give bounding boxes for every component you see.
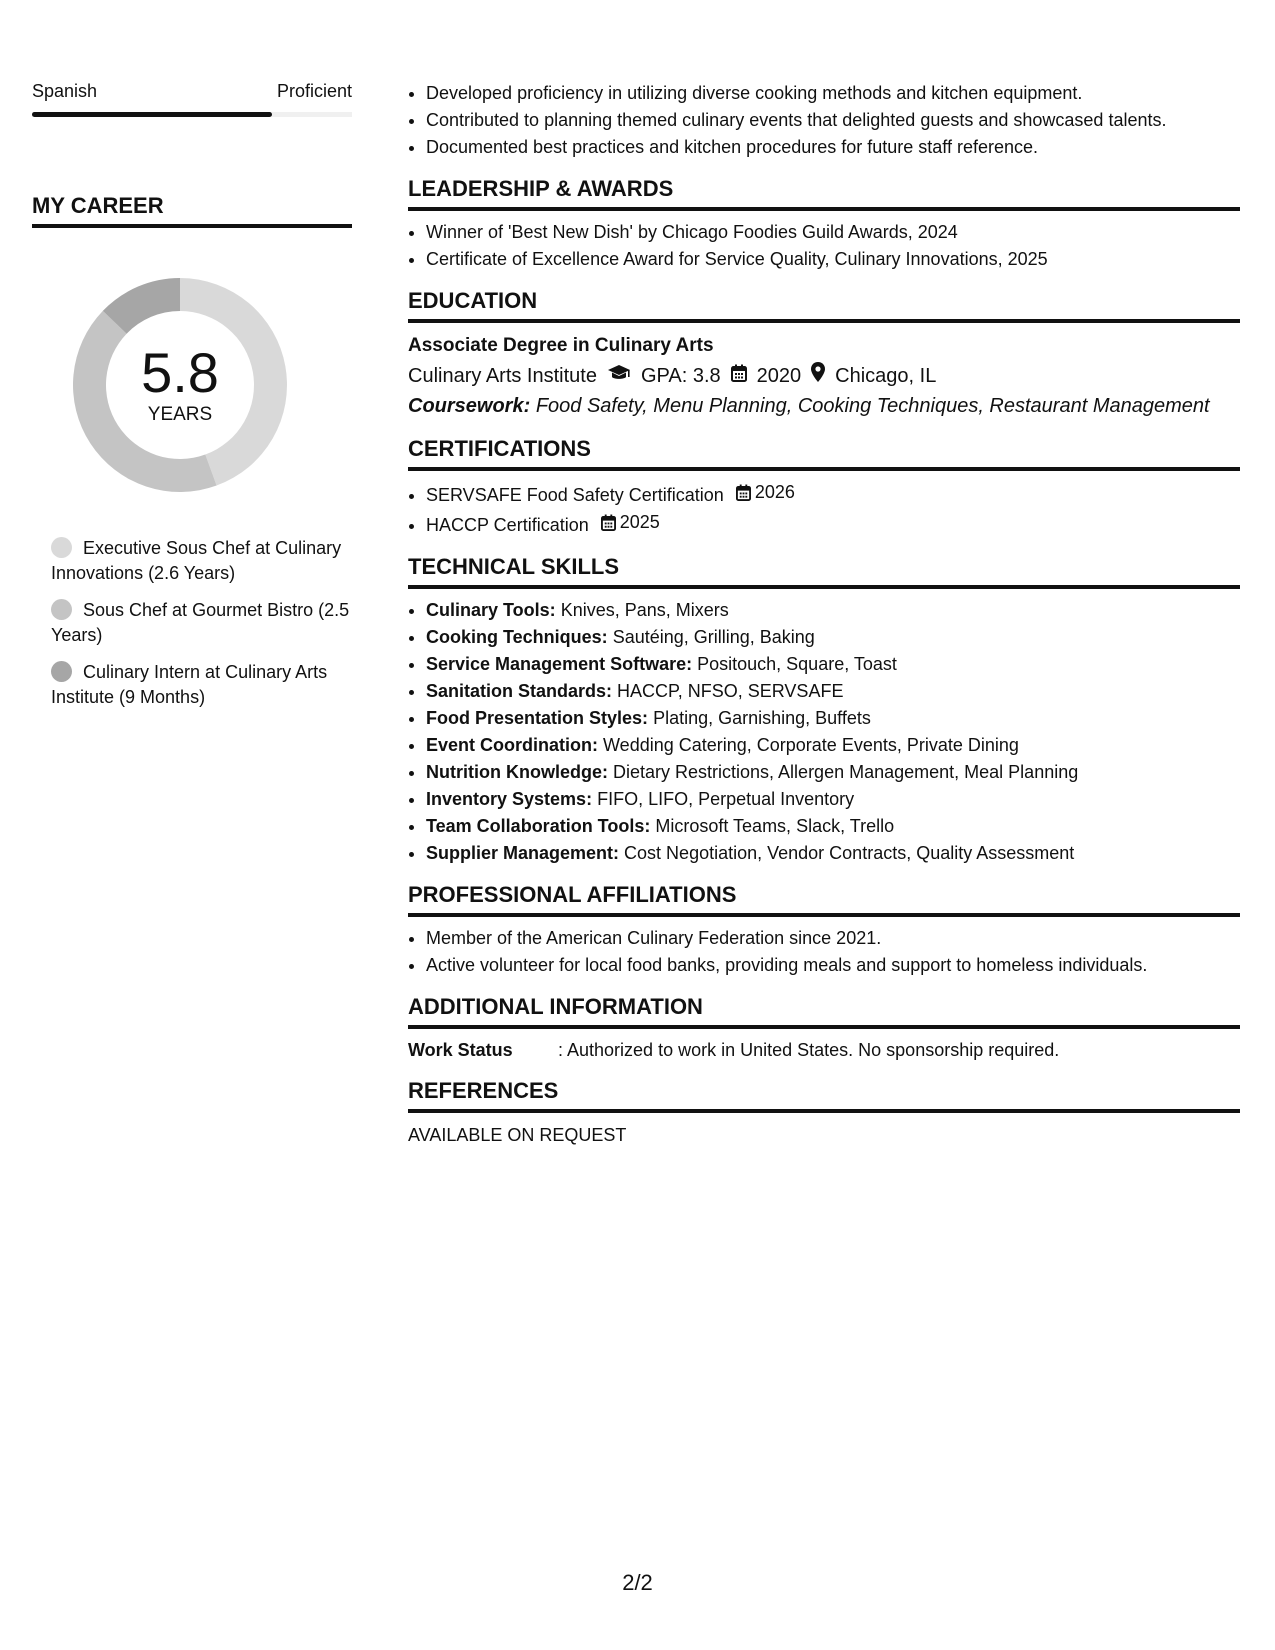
career-legend-label: Culinary Intern at Culinary Arts Institute (9 Months) [51, 662, 328, 707]
skill-item [426, 786, 1240, 813]
career-legend-item [51, 598, 352, 648]
experience-bullet: • Developed proficiency in utilizing diverse cooking methods and kitchen equipment. [426, 80, 1240, 107]
skill-item [426, 759, 1240, 786]
education-degree: Associate Degree in Culinary Arts [408, 335, 714, 356]
skill-label: Team Collaboration Tools: [426, 816, 651, 836]
skill-label: Cooking Techniques: [426, 627, 608, 647]
career-total-years: 5.8 [141, 341, 219, 404]
education-year: 2020 [756, 365, 802, 387]
education-coursework [408, 391, 1240, 421]
career-donut-chart [65, 270, 295, 500]
section-title: PROFESSIONAL AFFILIATIONS [408, 882, 1240, 917]
skill-item [426, 705, 1240, 732]
skill-item [426, 732, 1240, 759]
sidebar [32, 80, 352, 722]
skill-value: Sautéing, Grilling, Baking [612, 627, 815, 647]
career-legend [32, 536, 352, 710]
education-meta [408, 361, 1240, 391]
skill-value: Wedding Catering, Corporate Events, Private Dining [603, 735, 1019, 755]
work-status-label: Work Status [408, 1040, 513, 1060]
section-title: ADDITIONAL INFORMATION [408, 994, 1240, 1029]
skill-item [426, 651, 1240, 678]
affiliation-item: • Active volunteer for local food banks, providing meals and support to homeless individuals. [426, 952, 1240, 979]
experience-bullet: • Contributed to planning themed culinary events that delighted guests and showcased talents. [426, 107, 1240, 134]
skill-label: Event Coordination: [426, 735, 598, 755]
career-legend-label: Executive Sous Chef at Culinary Innovations (2.6 Years) [51, 538, 342, 583]
references-text: AVAILABLE ON REQUEST [408, 1125, 627, 1145]
section-title: EDUCATION [408, 288, 1240, 323]
experience-bullet: • Documented best practices and kitchen procedures for future staff reference. [426, 134, 1240, 161]
education-gpa: GPA: 3.8 [640, 365, 721, 387]
map-pin-icon [811, 361, 825, 391]
certification-year: 2026 [754, 482, 795, 502]
coursework-list: Food Safety, Menu Planning, Cooking Techniques, Restaurant Management [535, 395, 1210, 417]
certification-name: HACCP Certification [426, 515, 589, 535]
career-total-unit: YEARS [147, 404, 213, 425]
language-level-bar-fill [32, 112, 272, 117]
legend-dot-icon [51, 661, 72, 682]
references-section [408, 1078, 1240, 1149]
career-legend-item [51, 536, 352, 586]
skill-item [426, 678, 1240, 705]
section-title: CERTIFICATIONS [408, 436, 1240, 471]
skill-label: Inventory Systems: [426, 789, 593, 809]
skill-label: Food Presentation Styles: [426, 708, 649, 728]
career-legend-item [51, 660, 352, 710]
skill-value: Microsoft Teams, Slack, Trello [655, 816, 895, 836]
leadership-section [408, 176, 1240, 273]
skill-label: Culinary Tools: [426, 600, 556, 620]
language-level: Proficient [276, 81, 352, 101]
skill-item [426, 624, 1240, 651]
coursework-label: Coursework: [408, 395, 531, 417]
skill-value: Positouch, Square, Toast [697, 654, 897, 674]
skill-label: Sanitation Standards: [426, 681, 613, 701]
affiliation-item: • Member of the American Culinary Federation since 2021. [426, 925, 1240, 952]
skill-item [426, 813, 1240, 840]
skill-label: Nutrition Knowledge: [426, 762, 608, 782]
language-item [32, 80, 352, 117]
skill-value: Dietary Restrictions, Allergen Management, Meal Planning [613, 762, 1079, 782]
language-level-bar [32, 112, 352, 117]
skill-value: HACCP, NFSO, SERVSAFE [617, 681, 844, 701]
certification-name: SERVSAFE Food Safety Certification [426, 485, 724, 505]
skill-value: Cost Negotiation, Vendor Contracts, Quality Assessment [624, 843, 1075, 863]
legend-dot-icon [51, 537, 72, 558]
graduation-cap-icon [607, 361, 631, 391]
calendar-icon [736, 484, 751, 501]
skill-value: FIFO, LIFO, Perpetual Inventory [597, 789, 855, 809]
certification-item [426, 509, 1240, 539]
award-item: • Certificate of Excellence Award for Service Quality, Culinary Innovations, 2025 [426, 246, 1240, 273]
certification-item [426, 479, 1240, 509]
calendar-icon [731, 361, 747, 391]
skill-item [426, 597, 1240, 624]
skill-label: Supplier Management: [426, 843, 620, 863]
certifications-section [408, 436, 1240, 539]
section-title: TECHNICAL SKILLS [408, 554, 1240, 589]
skill-label: Service Management Software: [426, 654, 693, 674]
education-section [408, 288, 1240, 421]
experience-bullets [408, 80, 1240, 161]
affiliations-section [408, 882, 1240, 979]
section-title: LEADERSHIP & AWARDS [408, 176, 1240, 211]
skill-value: Plating, Garnishing, Buffets [653, 708, 871, 728]
language-name: Spanish [32, 81, 98, 101]
skill-value: Knives, Pans, Mixers [560, 600, 729, 620]
education-school: Culinary Arts Institute [408, 365, 597, 387]
legend-dot-icon [51, 599, 72, 620]
technical-skills-section [408, 554, 1240, 867]
work-status-value: : Authorized to work in United States. No sponsorship required. [558, 1040, 1060, 1060]
award-item: • Winner of 'Best New Dish' by Chicago Foodies Guild Awards, 2024 [426, 219, 1240, 246]
career-legend-label: Sous Chef at Gourmet Bistro (2.5 Years) [51, 600, 350, 645]
certification-year: 2025 [619, 512, 660, 532]
page-number: 2/2 [622, 1570, 653, 1595]
education-location: Chicago, IL [835, 365, 937, 387]
main-content [408, 80, 1240, 1149]
career-heading: MY CAREER [32, 193, 352, 228]
additional-info-section [408, 994, 1240, 1063]
calendar-icon [601, 514, 616, 531]
skill-item [426, 840, 1240, 867]
section-title: REFERENCES [408, 1078, 1240, 1113]
